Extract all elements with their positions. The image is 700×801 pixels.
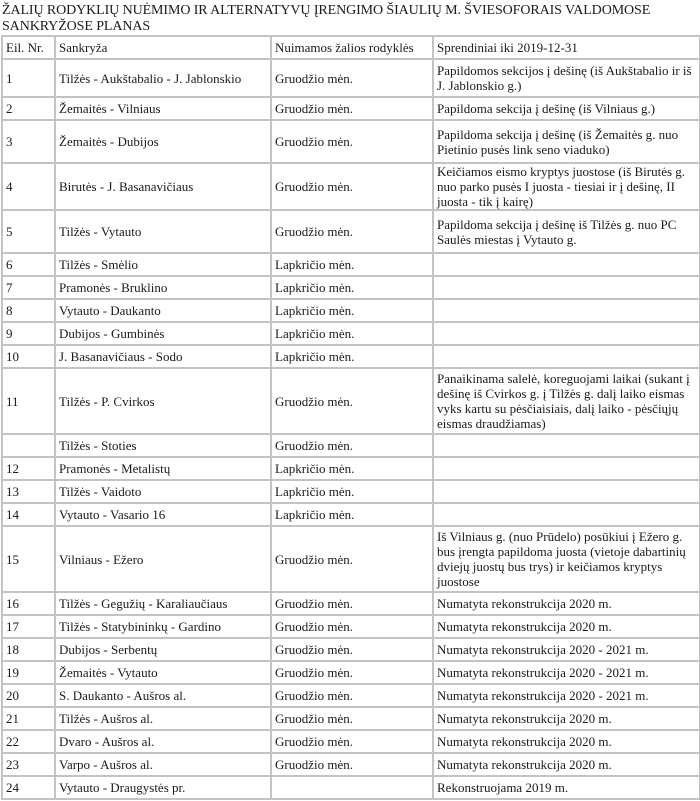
document-title: ŽALIŲ RODYKLIŲ NUĖMIMO IR ALTERNATYVŲ ĮRENGIMO ŠIAULIŲ M. ŠVIESOFORAIS VALDOMOSE SANKRYŽOSE PLANAS (2, 3, 651, 34)
cell-solution: Numatyta rekonstrukcija 2020 m. (433, 592, 700, 615)
cell-nr: 10 (2, 345, 55, 368)
cell-nr: 21 (2, 707, 55, 730)
table-row (2, 730, 700, 753)
cell-removal: Lapkričio mėn. (271, 457, 433, 480)
header-intersection: Sankryža (55, 36, 271, 59)
cell-solution: Numatyta rekonstrukcija 2020 m. (433, 615, 700, 638)
cell-nr: 22 (2, 730, 55, 753)
cell-solution: Papildoma sekcija į dešinę (iš Žemaitės g. nuo Pietinio pusės link seno viaduko) (433, 120, 700, 163)
cell-nr: 7 (2, 276, 55, 299)
cell-removal: Gruodžio mėn. (271, 120, 433, 163)
cell-nr: 5 (2, 210, 55, 253)
cell-nr: 12 (2, 457, 55, 480)
cell-solution (433, 480, 700, 503)
table-row (2, 753, 700, 776)
cell-nr: 4 (2, 163, 55, 210)
table-row (2, 434, 700, 457)
cell-removal: Gruodžio mėn. (271, 638, 433, 661)
table-row (2, 368, 700, 434)
cell-intersection: Tilžės - Aukštabalio - J. Jablonskio (55, 59, 271, 97)
cell-nr: 17 (2, 615, 55, 638)
cell-removal: Gruodžio mėn. (271, 526, 433, 592)
cell-nr: 16 (2, 592, 55, 615)
cell-removal: Lapkričio mėn. (271, 322, 433, 345)
cell-removal: Gruodžio mėn. (271, 97, 433, 120)
cell-intersection: Žemaitės - Dubijos (55, 120, 271, 163)
cell-solution (433, 345, 700, 368)
cell-solution: Panaikinama salelė, koreguojami laikai (sukant į dešinę iš Cvirkos g. į Tilžės g. dalį laiko eismas vyks kartu su pėsčiaisiais, dalį laiko - pėsčiųjų eismas draudžiamas) (433, 368, 700, 434)
table-row (2, 592, 700, 615)
cell-removal: Lapkričio mėn. (271, 345, 433, 368)
cell-nr: 2 (2, 97, 55, 120)
cell-removal: Gruodžio mėn. (271, 730, 433, 753)
cell-intersection: Žemaitės - Vytauto (55, 661, 271, 684)
cell-nr: 9 (2, 322, 55, 345)
cell-intersection: Vilniaus - Ežero (55, 526, 271, 592)
cell-intersection: Žemaitės - Vilniaus (55, 97, 271, 120)
cell-solution: Iš Vilniaus g. (nuo Prūdelo) posūkiui į Ežero g. bus įrengta papildoma juosta (vietoje dabartinių dviejų juostų bus trys) ir keičiamos kryptys juostose (433, 526, 700, 592)
cell-removal: Gruodžio mėn. (271, 707, 433, 730)
cell-removal: Lapkričio mėn. (271, 503, 433, 526)
cell-removal: Gruodžio mėn. (271, 753, 433, 776)
cell-nr: 14 (2, 503, 55, 526)
table-row (2, 684, 700, 707)
table-row (2, 163, 700, 210)
cell-solution: Numatyta rekonstrukcija 2020 m. (433, 753, 700, 776)
cell-solution (433, 457, 700, 480)
cell-solution: Numatyta rekonstrukcija 2020 m. (433, 707, 700, 730)
cell-removal: Lapkričio mėn. (271, 480, 433, 503)
cell-nr: 24 (2, 776, 55, 799)
cell-nr: 3 (2, 120, 55, 163)
cell-solution: Papildoma sekcija į dešinę (iš Vilniaus g.) (433, 97, 700, 120)
cell-removal: Gruodžio mėn. (271, 615, 433, 638)
table-row (2, 480, 700, 503)
cell-intersection: Birutės - J. Basanavičiaus (55, 163, 271, 210)
cell-removal: Gruodžio mėn. (271, 59, 433, 97)
cell-solution: Papildoma sekcija į dešinę iš Tilžės g. nuo PC Saulės miestas į Vytauto g. (433, 210, 700, 253)
cell-solution (433, 253, 700, 276)
cell-intersection: Pramonės - Bruklino (55, 276, 271, 299)
cell-nr: 19 (2, 661, 55, 684)
table-row (2, 276, 700, 299)
table-row (2, 526, 700, 592)
table-row (2, 59, 700, 97)
header-removal: Nuimamos žalios rodyklės (271, 36, 433, 59)
cell-intersection: Dubijos - Serbentų (55, 638, 271, 661)
cell-intersection: Tilžės - Aušros al. (55, 707, 271, 730)
table-row (2, 120, 700, 163)
cell-nr: 15 (2, 526, 55, 592)
cell-removal: Gruodžio mėn. (271, 684, 433, 707)
cell-removal: Gruodžio mėn. (271, 210, 433, 253)
cell-nr: 20 (2, 684, 55, 707)
cell-intersection: J. Basanavičiaus - Sodo (55, 345, 271, 368)
cell-removal: Lapkričio mėn. (271, 299, 433, 322)
cell-intersection: Tilžės - P. Cvirkos (55, 368, 271, 434)
table-row (2, 253, 700, 276)
header-solution: Sprendiniai iki 2019-12-31 (433, 36, 700, 59)
cell-intersection: Tilžės - Stoties (55, 434, 271, 457)
cell-nr: 23 (2, 753, 55, 776)
table-row (2, 97, 700, 120)
cell-nr (2, 434, 55, 457)
cell-intersection: S. Daukanto - Aušros al. (55, 684, 271, 707)
table-row (2, 210, 700, 253)
plan-table (1, 35, 700, 800)
cell-intersection: Tilžės - Smėlio (55, 253, 271, 276)
table-row (2, 457, 700, 480)
cell-nr: 8 (2, 299, 55, 322)
table-row (2, 638, 700, 661)
cell-nr: 6 (2, 253, 55, 276)
cell-nr: 1 (2, 59, 55, 97)
cell-intersection: Varpo - Aušros al. (55, 753, 271, 776)
table-row (2, 299, 700, 322)
table-header-row (2, 36, 700, 59)
table-row (2, 322, 700, 345)
table-row (2, 707, 700, 730)
cell-intersection: Tilžės - Vaidoto (55, 480, 271, 503)
cell-removal: Lapkričio mėn. (271, 253, 433, 276)
cell-solution: Numatyta rekonstrukcija 2020 m. (433, 730, 700, 753)
cell-removal: Gruodžio mėn. (271, 163, 433, 210)
cell-removal: Gruodžio mėn. (271, 661, 433, 684)
cell-solution: Papildomos sekcijos į dešinę (iš Aukštabalio ir iš J. Jablonskio g.) (433, 59, 700, 97)
table-row (2, 503, 700, 526)
cell-nr: 13 (2, 480, 55, 503)
cell-solution (433, 299, 700, 322)
cell-solution: Numatyta rekonstrukcija 2020 - 2021 m. (433, 661, 700, 684)
cell-removal: Gruodžio mėn. (271, 592, 433, 615)
cell-removal: Gruodžio mėn. (271, 368, 433, 434)
cell-intersection: Pramonės - Metalistų (55, 457, 271, 480)
cell-intersection: Vytauto - Draugystės pr. (55, 776, 271, 799)
cell-solution (433, 503, 700, 526)
table-row (2, 661, 700, 684)
cell-intersection: Tilžės - Gegužių - Karaliaučiaus (55, 592, 271, 615)
cell-nr: 11 (2, 368, 55, 434)
cell-solution (433, 276, 700, 299)
cell-intersection: Dubijos - Gumbinės (55, 322, 271, 345)
cell-intersection: Dvaro - Aušros al. (55, 730, 271, 753)
cell-solution: Numatyta rekonstrukcija 2020 - 2021 m. (433, 684, 700, 707)
cell-solution: Rekonstruojama 2019 m. (433, 776, 700, 799)
table-row (2, 615, 700, 638)
cell-removal: Lapkričio mėn. (271, 276, 433, 299)
header-nr: Eil. Nr. (2, 36, 55, 59)
table-row (2, 345, 700, 368)
cell-intersection: Vytauto - Daukanto (55, 299, 271, 322)
cell-intersection: Tilžės - Statybininkų - Gardino (55, 615, 271, 638)
cell-removal (271, 776, 433, 799)
cell-intersection: Tilžės - Vytauto (55, 210, 271, 253)
cell-solution: Keičiamos eismo kryptys juostose (iš Birutės g. nuo parko pusės I juosta - tiesiai ir į dešinę, II juosta - tik į kairę) (433, 163, 700, 210)
cell-solution: Numatyta rekonstrukcija 2020 - 2021 m. (433, 638, 700, 661)
cell-removal: Gruodžio mėn. (271, 434, 433, 457)
cell-solution (433, 434, 700, 457)
cell-nr: 18 (2, 638, 55, 661)
table-row (2, 776, 700, 799)
cell-intersection: Vytauto - Vasario 16 (55, 503, 271, 526)
cell-solution (433, 322, 700, 345)
